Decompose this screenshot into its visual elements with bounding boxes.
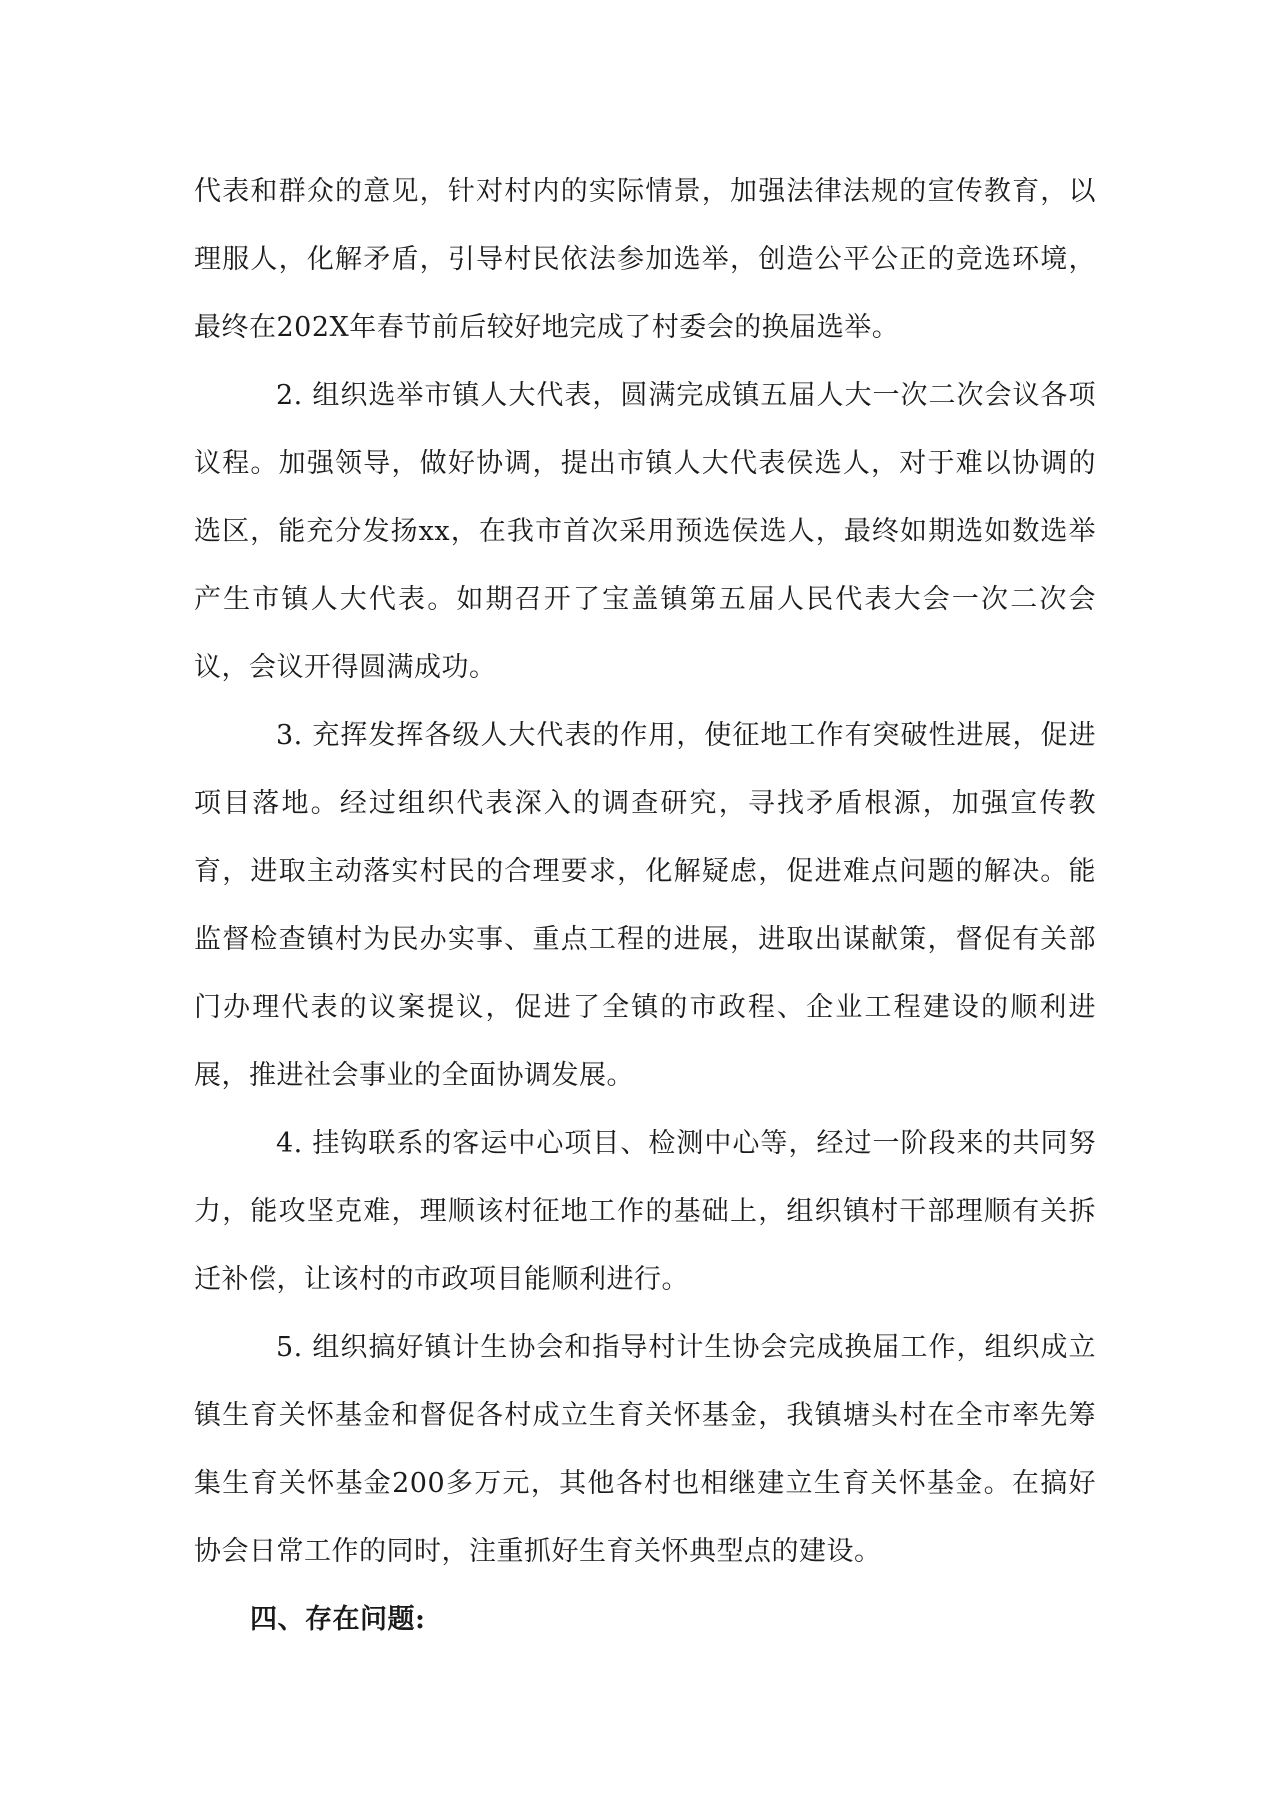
paragraph-continuation: 代表和群众的意见，针对村内的实际情景，加强法律法规的宣传教育，以理服人，化解矛盾，引导村民依法参加选举，创造公平公正的竞选环境，最终在202X年春节前后较好地完成了村委会的换届选举。: [194, 176, 1096, 343]
paragraph-item-3: 3. 充挥发挥各级人大代表的作用，使征地工作有突破性进展，促进项目落地。经过组织代表深入的调查研究，寻找矛盾根源，加强宣传教育，进取主动落实村民的合理要求，化解疑虑，促进难点问题的解决。能监督检查镇村为民办实事、重点工程的进展，进取出谋献策，督促有关部门办理代表的议案提议，促进了全镇的市政程、企业工程建设的顺利进展，推进社会事业的全面协调发展。: [194, 720, 1096, 1091]
paragraph-item-2: 2. 组织选举市镇人大代表，圆满完成镇五届人大一次二次会议各项议程。加强领导，做好协调，提出市镇人大代表侯选人，对于难以协调的选区，能充分发扬xx，在我市首次采用预选侯选人，最终如期选如数选举产生市镇人大代表。如期召开了宝盖镇第五届人民代表大会一次二次会议，会议开得圆满成功。: [194, 380, 1096, 683]
paragraph-item-5: 5. 组织搞好镇计生协会和指导村计生协会完成换届工作，组织成立镇生育关怀基金和督促各村成立生育关怀基金，我镇塘头村在全市率先筹集生育关怀基金200多万元，其他各村也相继建立生育关怀基金。在搞好协会日常工作的同时，注重抓好生育关怀典型点的建设。: [194, 1332, 1096, 1567]
document-body: [194, 158, 1096, 1654]
paragraph-item-4: 4. 挂钩联系的客运中心项目、检测中心等，经过一阶段来的共同努力，能攻坚克难，理顺该村征地工作的基础上，组织镇村干部理顺有关拆迁补偿，让该村的市政项目能顺利进行。: [194, 1128, 1096, 1295]
section-heading-problems: 四、存在问题:: [250, 1604, 426, 1635]
